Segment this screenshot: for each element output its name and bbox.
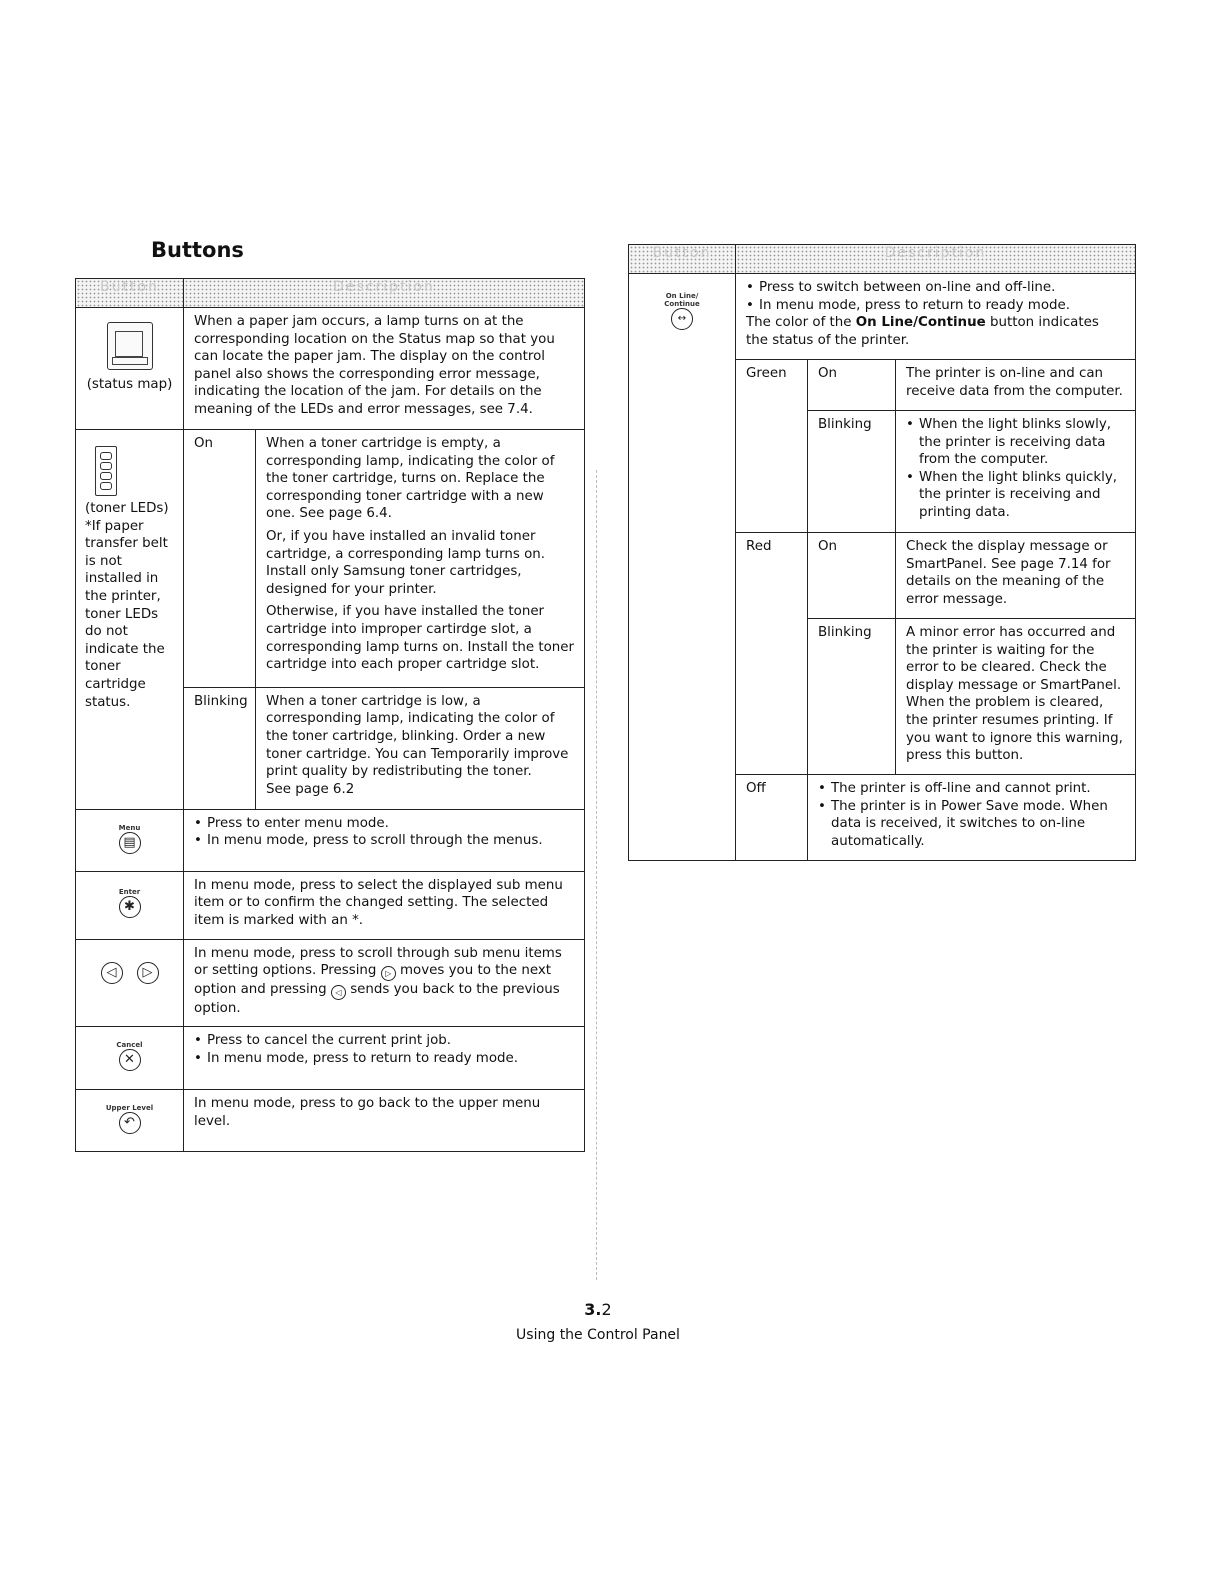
enter-button-cell bbox=[76, 871, 184, 939]
table-header bbox=[629, 245, 1136, 274]
left-arrow-icon: ◁ bbox=[101, 962, 123, 984]
right-arrow-icon: ▷ bbox=[381, 966, 396, 981]
buttons-table-left bbox=[75, 278, 585, 1152]
off-description bbox=[808, 775, 1136, 861]
list-item: • Press to enter menu mode. bbox=[194, 815, 574, 833]
table-row bbox=[629, 274, 1136, 360]
menu-description bbox=[184, 809, 585, 871]
toner-on-description bbox=[256, 430, 585, 688]
left-arrow-icon: ◁ bbox=[331, 985, 346, 1000]
status-map-description: When a paper jam occurs, a lamp turns on at the corresponding location on the Status map so that you can locate the paper jam. The display on the control panel also shows the corresponding error message, indicating the location of the jam. For details on the meaning of the LEDs and error messages, see 7.4. bbox=[184, 308, 585, 430]
upper-level-button-cell bbox=[76, 1089, 184, 1151]
section-heading: Buttons bbox=[151, 238, 244, 262]
page-number-major: 3. bbox=[584, 1300, 602, 1319]
upper-level-label: Upper Level bbox=[105, 1103, 154, 1112]
page-footer-title: Using the Control Panel bbox=[516, 1327, 680, 1343]
list-item: • In menu mode, press to return to ready mode. bbox=[746, 297, 1125, 315]
online-note bbox=[746, 314, 1125, 349]
toner-on-para-1: When a toner cartridge is empty, a corresponding lamp, indicating the color of the toner cartridge, turns on. Replace the corresponding toner cartridge with a new one. See page 6.4. bbox=[266, 436, 555, 522]
menu-button-cell bbox=[76, 809, 184, 871]
table-row bbox=[76, 308, 585, 430]
online-note-bold: On Line/Continue bbox=[855, 315, 986, 331]
toner-blinking-label: Blinking bbox=[184, 687, 256, 809]
list-item: • In menu mode, press to scroll through the menus. bbox=[194, 832, 574, 850]
enter-label: Enter bbox=[118, 887, 141, 896]
cancel-description bbox=[184, 1026, 585, 1089]
online-description bbox=[736, 274, 1136, 360]
column-divider bbox=[596, 470, 597, 1280]
cancel-label: Cancel bbox=[116, 1040, 143, 1049]
list-item: • When the light blinks slowly, the printer is receiving data from the computer. bbox=[906, 416, 1125, 469]
red-on-description: Check the display message or SmartPanel. See page 7.14 for details on the meaning of the error message. bbox=[896, 533, 1136, 619]
arrow-desc-part-2: moves you to the next option and pressing bbox=[194, 963, 552, 998]
online-button-cell bbox=[629, 274, 736, 861]
red-blinking-label: Blinking bbox=[808, 619, 896, 775]
red-on-label: On bbox=[808, 533, 896, 619]
cancel-x-icon: ✕ bbox=[119, 1049, 141, 1071]
table-row bbox=[76, 809, 585, 871]
online-note-post: button indicates the status of the printer. bbox=[746, 315, 1099, 348]
status-map-cell bbox=[76, 308, 184, 430]
menu-label: Menu bbox=[118, 823, 141, 832]
list-item: • In menu mode, press to return to ready mode. bbox=[194, 1050, 574, 1068]
toner-on-para-3: Otherwise, if you have installed the toner cartridge into improper cartirdge slot, a corresponding lamp turns on. Install the toner cartridge into each proper cartridge slot. bbox=[266, 604, 575, 673]
list-item: • The printer is in Power Save mode. When data is received, it switches to on-line automatically. bbox=[818, 798, 1125, 851]
table-row bbox=[76, 1089, 585, 1151]
arrow-desc-part-3: sends you back to the previous option. bbox=[194, 982, 560, 1017]
header-button: Button bbox=[629, 245, 736, 274]
table-header bbox=[76, 279, 585, 308]
toner-leds-label: (toner LEDs) *If paper transfer belt is not installed in the printer, toner LEDs do not indicate the toner cartridge status. bbox=[85, 501, 169, 710]
status-map-label: (status map) bbox=[86, 377, 173, 392]
red-blinking-description: A minor error has occurred and the printer is waiting for the error to be cleared. Check the display message or SmartPanel. When the problem is cleared, the printer resumes printing. If you want to ignore this warning, press this button. bbox=[896, 619, 1136, 775]
enter-description: In menu mode, press to select the displayed sub menu item or to confirm the changed setting. The selected item is marked with an *. bbox=[184, 871, 585, 939]
online-continue-icon: ↔ bbox=[671, 308, 693, 330]
toner-blinking-para-1: When a toner cartridge is low, a corresponding lamp, indicating the color of the toner cartridge, blinking. Order a new toner cartridge. You can Temporarily improve print quality by redistributing the toner. bbox=[266, 693, 569, 780]
header-description: Description bbox=[184, 279, 585, 308]
toner-on-label: On bbox=[184, 430, 256, 688]
arrow-desc-part-1: In menu mode, press to scroll through sub menu items or setting options. Pressing bbox=[194, 945, 562, 979]
green-label: Green bbox=[736, 360, 808, 533]
list-item: • When the light blinks quickly, the printer is receiving and printing data. bbox=[906, 469, 1125, 522]
menu-icon: ▤ bbox=[119, 832, 141, 854]
list-item: • Press to switch between on-line and off-line. bbox=[746, 279, 1125, 297]
header-button: Button bbox=[76, 279, 184, 308]
table-row bbox=[76, 939, 585, 1026]
page-number bbox=[0, 1300, 1196, 1320]
toner-on-para-2: Or, if you have installed an invalid toner cartridge, a corresponding lamp turns on. Install only Samsung toner cartridges, designed for your printer. bbox=[266, 528, 546, 597]
status-map-icon bbox=[107, 322, 153, 370]
list-item: • The printer is off-line and cannot print. bbox=[818, 780, 1125, 798]
upper-level-description: In menu mode, press to go back to the upper menu level. bbox=[184, 1089, 585, 1151]
table-row bbox=[76, 871, 585, 939]
cancel-button-cell bbox=[76, 1026, 184, 1089]
toner-leds-cell bbox=[76, 430, 184, 810]
green-on-description: The printer is on-line and can receive data from the computer. bbox=[896, 360, 1136, 411]
list-item: • Press to cancel the current print job. bbox=[194, 1032, 574, 1050]
green-blinking-description bbox=[896, 411, 1136, 533]
toner-blinking-description bbox=[256, 687, 585, 809]
toner-leds-icon bbox=[95, 446, 117, 496]
arrow-description bbox=[184, 939, 585, 1026]
page-number-minor: 2 bbox=[601, 1300, 612, 1319]
asterisk-icon: ✱ bbox=[119, 896, 141, 918]
right-arrow-icon: ▷ bbox=[137, 962, 159, 984]
table-row bbox=[76, 430, 585, 688]
online-label-line-1: On Line/ bbox=[665, 292, 699, 300]
table-row bbox=[76, 1026, 585, 1089]
off-label: Off bbox=[736, 775, 808, 861]
buttons-table-right bbox=[628, 244, 1136, 861]
online-note-pre: The color of the bbox=[746, 315, 852, 331]
upper-level-return-icon: ↶ bbox=[119, 1112, 141, 1134]
green-blinking-label: Blinking bbox=[808, 411, 896, 533]
arrow-buttons-cell bbox=[76, 939, 184, 1026]
red-label: Red bbox=[736, 533, 808, 775]
online-label-line-2: Continue bbox=[664, 300, 700, 308]
green-on-label: On bbox=[808, 360, 896, 411]
toner-blinking-para-2: See page 6.2 bbox=[266, 781, 355, 797]
header-description: Description bbox=[736, 245, 1136, 274]
